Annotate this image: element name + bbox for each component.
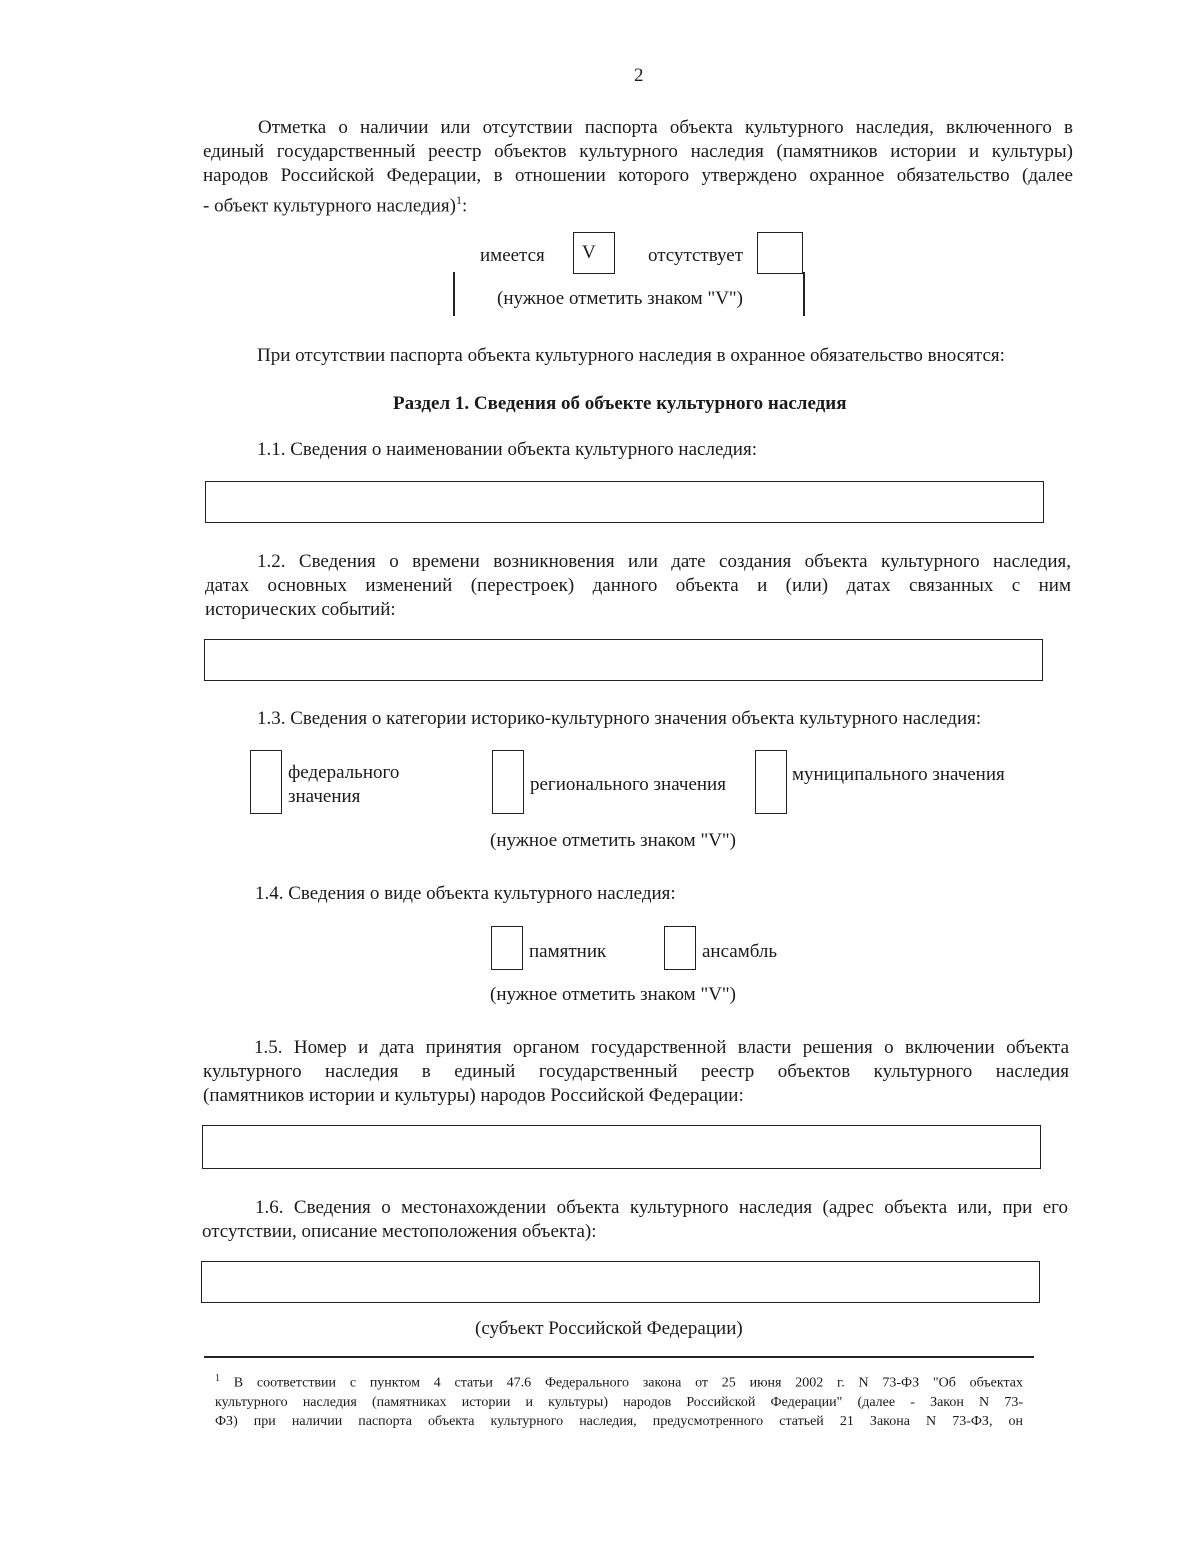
federal-checkbox[interactable] xyxy=(250,750,282,814)
intro-line-1: Отметка о наличии или отсутствии паспорта объекта культурного наследия, включенного в xyxy=(258,117,1073,138)
footnote-line-1 xyxy=(215,1369,1023,1393)
item-1-4-label: 1.4. Сведения о виде объекта культурного наследия: xyxy=(255,883,676,904)
ensemble-checkbox[interactable] xyxy=(664,926,696,970)
item-1-3-label: 1.3. Сведения о категории историко-культурного значения объекта культурного наследия: xyxy=(257,708,982,729)
passport-absent-label: отсутствует xyxy=(648,245,744,266)
item-1-2-line-1: 1.2. Сведения о времени возникновения или дате создания объекта культурного наследия, xyxy=(257,551,1071,572)
item-1-3-hint: (нужное отметить знаком "V") xyxy=(490,830,736,851)
item-1-5-paragraph xyxy=(203,1036,1069,1108)
section-title: Раздел 1. Сведения об объекте культурного наследия xyxy=(393,393,847,414)
passport-has-label: имеется xyxy=(480,245,545,266)
footnote-line-3: ФЗ) при наличии паспорта объекта культурного наследия, предусмотренного статьей 21 Закона N 73-ФЗ, он xyxy=(215,1413,1023,1429)
no-passport-text: При отсутствии паспорта объекта культурного наследия в охранное обязательство вносятся: xyxy=(257,345,1005,366)
ensemble-label: ансамбль xyxy=(702,941,778,962)
intro-line-4 xyxy=(203,188,1073,218)
item-1-6-caption: (субъект Российской Федерации) xyxy=(475,1318,743,1339)
intro-line-4-text: - объект культурного наследия) xyxy=(203,195,457,217)
footnote-marker: 1 xyxy=(215,1373,220,1384)
bracket-right-line xyxy=(803,272,805,316)
footnote-ref: 1 xyxy=(456,193,463,207)
passport-absent-checkbox[interactable] xyxy=(757,232,803,274)
item-1-6-line-2: отсутствии, описание местоположения объекта): xyxy=(202,1221,597,1242)
item-1-2-line-3: исторических событий: xyxy=(205,599,396,620)
item-1-4-hint: (нужное отметить знаком "V") xyxy=(490,984,736,1005)
item-1-2-line-2: датах основных изменений (перестроек) данного объекта и (или) датах связанных с ним xyxy=(205,575,1071,596)
item-1-5-line-2: культурного наследия в единый государственный реестр объектов культурного наследия xyxy=(203,1061,1069,1082)
intro-paragraph xyxy=(203,116,1073,218)
intro-line-3: народов Российской Федерации, в отношении которого утверждено охранное обязательство (далее xyxy=(203,165,1073,186)
passport-hint: (нужное отметить знаком "V") xyxy=(497,288,743,309)
footnote xyxy=(215,1369,1023,1431)
item-1-1-field[interactable] xyxy=(205,481,1044,523)
item-1-5-line-3: (памятников истории и культуры) народов Российской Федерации: xyxy=(203,1085,744,1106)
item-1-2-paragraph xyxy=(205,550,1071,622)
footnote-line-1-text: В соответствии с пунктом 4 статьи 47.6 Федерального закона от 25 июня 2002 г. N 73-ФЗ "Об объектах xyxy=(233,1375,1023,1391)
item-1-1-label: 1.1. Сведения о наименовании объекта культурного наследия: xyxy=(257,439,757,460)
bracket-left-line xyxy=(453,272,455,316)
item-1-6-field[interactable] xyxy=(201,1261,1040,1303)
regional-label: регионального значения xyxy=(530,774,726,795)
monument-checkbox[interactable] xyxy=(491,926,523,970)
item-1-5-line-1: 1.5. Номер и дата принятия органом государственной власти решения о включении объекта xyxy=(254,1037,1069,1058)
intro-line-2: единый государственный реестр объектов культурного наследия (памятников истории и культуры) xyxy=(203,141,1073,162)
footnote-line-2: культурного наследия (памятниках истории и культуры) народов Российской Федерации" (далее - Закон N 73- xyxy=(215,1394,1023,1410)
federal-label-line-1: федерального xyxy=(288,762,400,783)
footnote-separator xyxy=(204,1356,1034,1358)
intro-colon: : xyxy=(462,195,468,217)
passport-has-mark: V xyxy=(582,242,596,263)
municipal-checkbox[interactable] xyxy=(755,750,787,814)
item-1-6-paragraph xyxy=(202,1196,1068,1244)
item-1-2-field[interactable] xyxy=(204,639,1043,681)
monument-label: памятник xyxy=(529,941,607,962)
item-1-6-line-1: 1.6. Сведения о местонахождении объекта культурного наследия (адрес объекта или, при его xyxy=(255,1197,1068,1218)
regional-checkbox[interactable] xyxy=(492,750,524,814)
federal-label-line-2: значения xyxy=(288,786,361,807)
passport-has-checkbox[interactable] xyxy=(573,232,615,274)
page-number: 2 xyxy=(634,65,644,86)
item-1-5-field[interactable] xyxy=(202,1125,1041,1169)
municipal-label: муниципального значения xyxy=(792,764,1005,785)
